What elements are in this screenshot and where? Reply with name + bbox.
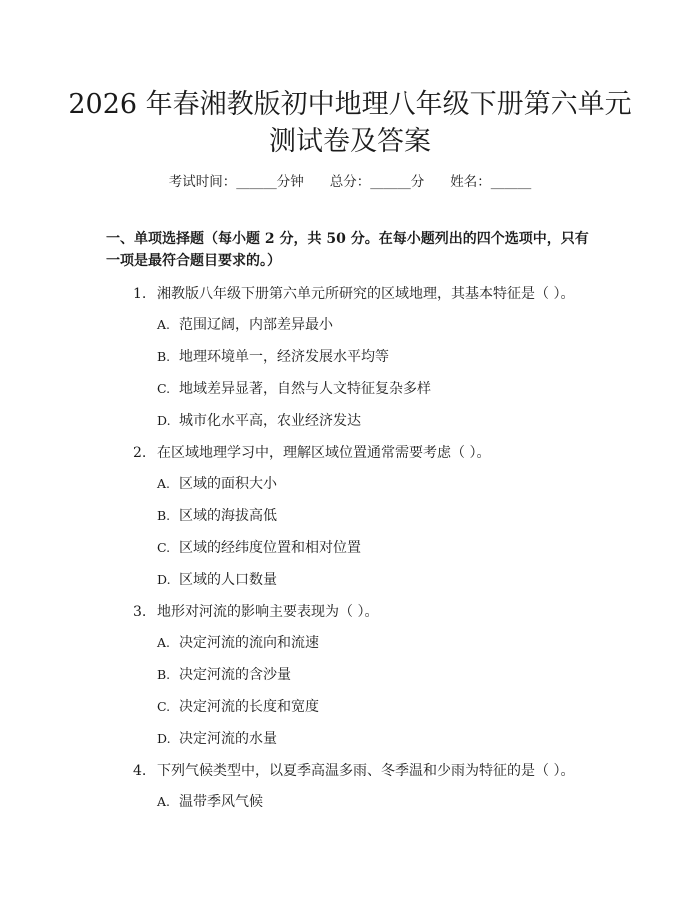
option-letter: A.	[157, 794, 171, 809]
option-letter: B.	[157, 667, 171, 682]
question-number: 3.	[133, 604, 147, 620]
question-number: 4.	[133, 763, 147, 779]
option-text: 决定河流的长度和宽度	[179, 699, 319, 715]
question	[133, 760, 603, 780]
question-number: 2.	[133, 445, 147, 461]
option-text: 区域的面积大小	[179, 476, 277, 492]
option-letter: B.	[157, 349, 171, 364]
option-letter: D.	[157, 413, 171, 428]
question	[133, 283, 603, 303]
question-number: 1.	[133, 286, 147, 302]
option	[157, 632, 597, 652]
option-letter: D.	[157, 572, 171, 587]
option-text: 决定河流的流向和流速	[179, 635, 319, 651]
option-text: 范围辽阔，内部差异最小	[179, 317, 333, 333]
option	[157, 791, 597, 811]
option-text: 区域的人口数量	[179, 572, 277, 588]
question-stem: 在区域地理学习中，理解区域位置通常需要考虑（ ）。	[157, 445, 491, 461]
option	[157, 728, 597, 748]
option	[157, 314, 597, 334]
student-name: 姓名：______	[450, 174, 532, 190]
question	[133, 601, 603, 621]
exam-meta	[0, 170, 700, 190]
exam-time: 考试时间：______分钟	[168, 174, 304, 190]
option-text: 决定河流的含沙量	[179, 667, 291, 683]
option	[157, 569, 597, 589]
option-text: 温带季风气候	[179, 794, 263, 810]
option	[157, 664, 597, 684]
option-text: 地域差异显著，自然与人文特征复杂多样	[179, 381, 431, 397]
question-stem: 地形对河流的影响主要表现为（ ）。	[157, 604, 379, 620]
option	[157, 473, 597, 493]
option	[157, 346, 597, 366]
option-letter: A.	[157, 476, 171, 491]
option	[157, 696, 597, 716]
option-text: 区域的海拔高低	[179, 508, 277, 524]
question-stem: 下列气候类型中，以夏季高温多雨、冬季温和少雨为特征的是（ ）。	[157, 763, 575, 779]
option-letter: C.	[157, 699, 171, 714]
option-letter: B.	[157, 508, 171, 523]
option-letter: A.	[157, 317, 171, 332]
option-letter: D.	[157, 731, 171, 746]
option	[157, 505, 597, 525]
option-text: 决定河流的水量	[179, 731, 277, 747]
document-title: 2026 年春湘教版初中地理八年级下册第六单元测试卷及答案	[68, 89, 632, 157]
option-letter: C.	[157, 381, 171, 396]
option	[157, 537, 597, 557]
option-text: 城市化水平高，农业经济发达	[179, 413, 361, 429]
question	[133, 442, 603, 462]
option-text: 地理环境单一，经济发展水平均等	[179, 349, 389, 365]
option-text: 区域的经纬度位置和相对位置	[179, 540, 361, 556]
question-stem: 湘教版八年级下册第六单元所研究的区域地理，其基本特征是（ ）。	[157, 286, 575, 302]
option	[157, 378, 597, 398]
option	[157, 410, 597, 430]
option-letter: C.	[157, 540, 171, 555]
option-letter: A.	[157, 635, 171, 650]
section-heading: 一、单项选择题（每小题 2 分，共 50 分。在每小题列出的四个选项中，只有一项是最符合题目要求的。）	[106, 231, 589, 269]
total-score: 总分：______分	[329, 174, 425, 190]
